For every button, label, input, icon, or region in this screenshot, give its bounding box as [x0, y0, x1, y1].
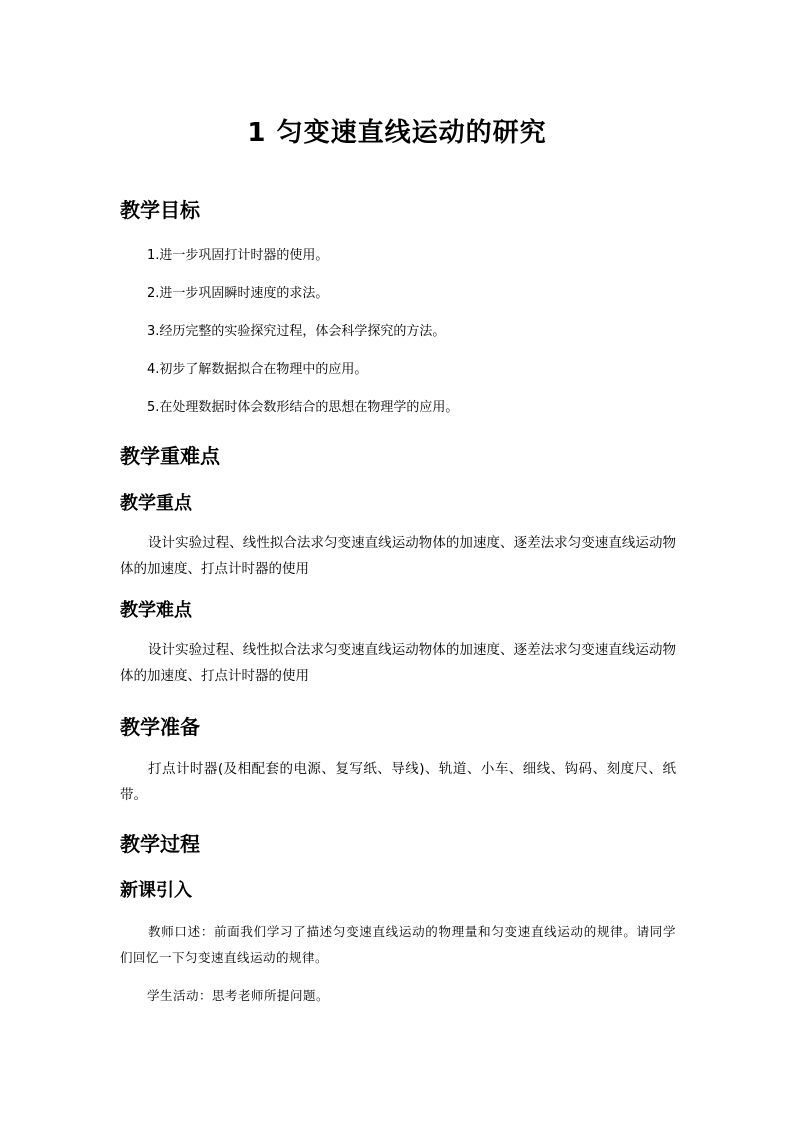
objective-item-1: 1.进一步巩固打计时器的使用。 [147, 248, 329, 263]
objective-item-2: 2.进一步巩固瞬时速度的求法。 [147, 286, 329, 301]
objective-item-4: 4.初步了解数据拟合在物理中的应用。 [147, 362, 368, 377]
difficult-points-text: 设计实验过程、线性拟合法求匀变速直线运动物体的加速度、逐差法求匀变速直线运动物体的加速度、打点计时器的使用 [120, 642, 676, 684]
heading-objectives: 教学目标 [120, 198, 200, 222]
heading-key-points: 教学重点 [120, 493, 192, 514]
heading-difficult-points: 教学难点 [120, 600, 192, 621]
heading-key-difficult: 教学重难点 [120, 444, 220, 468]
key-points-text: 设计实验过程、线性拟合法求匀变速直线运动物体的加速度、逐差法求匀变速直线运动物体的加速度、打点计时器的使用 [120, 535, 676, 577]
heading-preparation: 教学准备 [120, 715, 200, 739]
page-title: 1 匀变速直线运动的研究 [247, 118, 547, 148]
student-activity: 学生活动：思考老师所提问题。 [147, 988, 330, 1003]
objective-item-3: 3.经历完整的实验探究过程，体会科学探究的方法。 [147, 324, 446, 339]
heading-process: 教学过程 [120, 832, 200, 856]
objective-item-5: 5.在处理数据时体会数形结合的思想在物理学的应用。 [147, 400, 459, 415]
heading-intro: 新课引入 [120, 880, 192, 901]
preparation-text: 打点计时器(及相配套的电源、复写纸、导线)、轨道、小车、细线、钩码、刻度尺、纸带。 [120, 761, 676, 803]
teacher-narration: 教师口述：前面我们学习了描述匀变速直线运动的物理量和匀变速直线运动的规律。请同学们回忆一下匀变速直线运动的规律。 [120, 924, 676, 965]
